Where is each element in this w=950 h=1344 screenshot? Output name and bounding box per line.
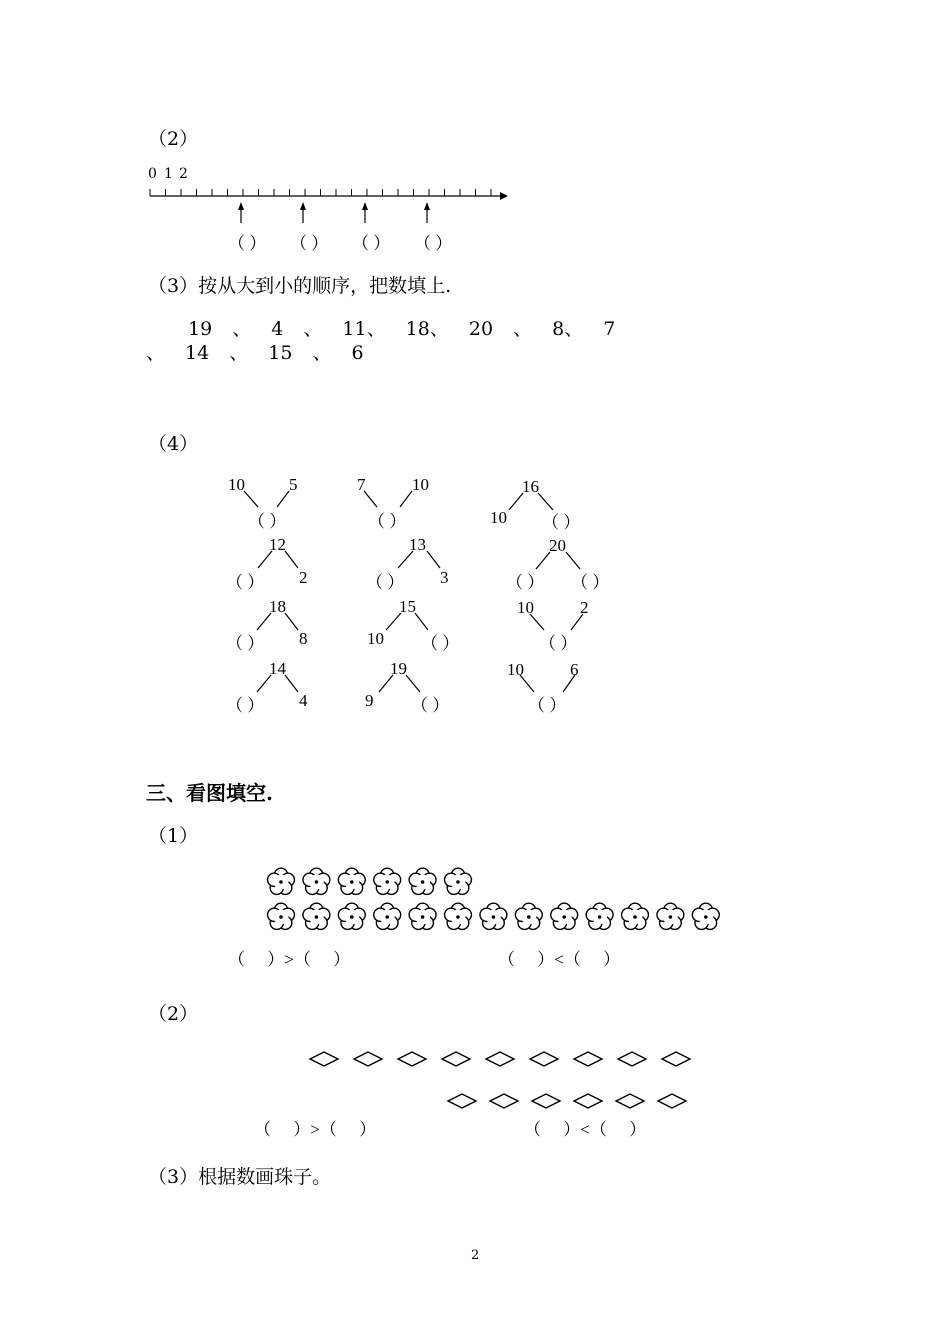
tree10-top: 14: [269, 659, 286, 678]
diamond-icon: [574, 1094, 602, 1108]
tree2-part-b: 10: [412, 475, 429, 494]
tree7-right: 8: [299, 629, 308, 648]
tree2-part-a: 7: [357, 475, 366, 494]
diamond-icon: [448, 1094, 476, 1108]
tree1-part-b: 5: [289, 475, 298, 494]
s3-p1-compare-lt[interactable]: （ ）<（ ）: [498, 950, 621, 969]
tree1-blank[interactable]: （ ）: [248, 512, 287, 531]
tree11-left: 9: [365, 691, 374, 710]
tree7-top: 18: [269, 597, 286, 616]
tree3-top: 16: [522, 477, 539, 496]
s3-p2-compare-lt[interactable]: （ ）<（ ）: [524, 1120, 647, 1139]
tree9-blank[interactable]: （ ）: [539, 634, 578, 653]
s3-p1-label: （1）: [148, 825, 199, 847]
tree3-left: 10: [490, 508, 507, 527]
tree10-right: 4: [299, 691, 308, 710]
tree12-blank[interactable]: （ ）: [528, 696, 567, 715]
ruler-label-2: 2: [179, 166, 188, 182]
diamond-icon: [658, 1094, 686, 1108]
section3-heading: 三、看图填空.: [146, 781, 273, 805]
q4-label: （4）: [148, 433, 199, 455]
ruler-label-1: 1: [164, 166, 173, 182]
diamond-icon: [490, 1094, 518, 1108]
page-number: 2: [471, 1248, 480, 1263]
diamond-icon: [532, 1094, 560, 1108]
diamond-icon: [354, 1052, 382, 1066]
tree4-left[interactable]: （ ）: [226, 573, 265, 592]
diamond-icon: [618, 1052, 646, 1066]
diamond-icon: [398, 1052, 426, 1066]
s3-p2-compare-gt[interactable]: （ ）>（ ）: [254, 1120, 377, 1139]
tree12-part-b: 6: [570, 660, 579, 679]
q3-numbers-line1: 19 、 4 、 11、 18、 20 、 8、 7: [188, 318, 616, 340]
q3-numbers-line2: 、 14 、 15 、 6: [146, 342, 364, 364]
s3-p1-compare-gt[interactable]: （ ）>（ ）: [228, 950, 351, 969]
diamond-icon: [310, 1052, 338, 1066]
diamond-icon: [616, 1094, 644, 1108]
tree3-right[interactable]: （ ）: [542, 513, 581, 532]
ruler-blank-2[interactable]: （ ）: [290, 234, 329, 253]
ruler-label-0: 0: [148, 166, 157, 182]
tree6-top: 20: [549, 536, 566, 555]
tree2-blank[interactable]: （ ）: [368, 512, 407, 531]
tree6-left[interactable]: （ ）: [506, 573, 545, 592]
tree12-part-a: 10: [507, 660, 524, 679]
tree4-top: 12: [269, 535, 286, 554]
tree5-left[interactable]: （ ）: [366, 573, 405, 592]
ruler-blank-1[interactable]: （ ）: [228, 234, 267, 253]
s3-p3-label: （3）根据数画珠子。: [148, 1166, 332, 1188]
tree9-part-a: 10: [517, 598, 534, 617]
tree11-top: 19: [390, 659, 407, 678]
tree9-part-b: 2: [580, 598, 589, 617]
tree8-right[interactable]: （ ）: [421, 634, 460, 653]
tree1-part-a: 10: [228, 475, 245, 494]
diamond-icon: [574, 1052, 602, 1066]
tree8-left: 10: [367, 629, 384, 648]
ruler-blank-4[interactable]: （ ）: [414, 234, 453, 253]
tree8-top: 15: [399, 597, 416, 616]
tree4-right: 2: [299, 568, 308, 587]
diamond-icon: [662, 1052, 690, 1066]
diamond-icon: [530, 1052, 558, 1066]
diamond-icon: [486, 1052, 514, 1066]
diamond-icon: [442, 1052, 470, 1066]
tree5-right: 3: [440, 568, 449, 587]
tree6-right[interactable]: （ ）: [571, 573, 610, 592]
q3-label: （3）按从大到小的顺序，把数填上.: [148, 275, 452, 297]
s3-p2-label: （2）: [148, 1003, 199, 1025]
tree7-left[interactable]: （ ）: [226, 634, 265, 653]
ruler-blank-3[interactable]: （ ）: [352, 234, 391, 253]
tree11-right[interactable]: （ ）: [411, 696, 450, 715]
tree10-left[interactable]: （ ）: [226, 696, 265, 715]
tree5-top: 13: [409, 535, 426, 554]
q2-label: （2）: [148, 128, 199, 150]
